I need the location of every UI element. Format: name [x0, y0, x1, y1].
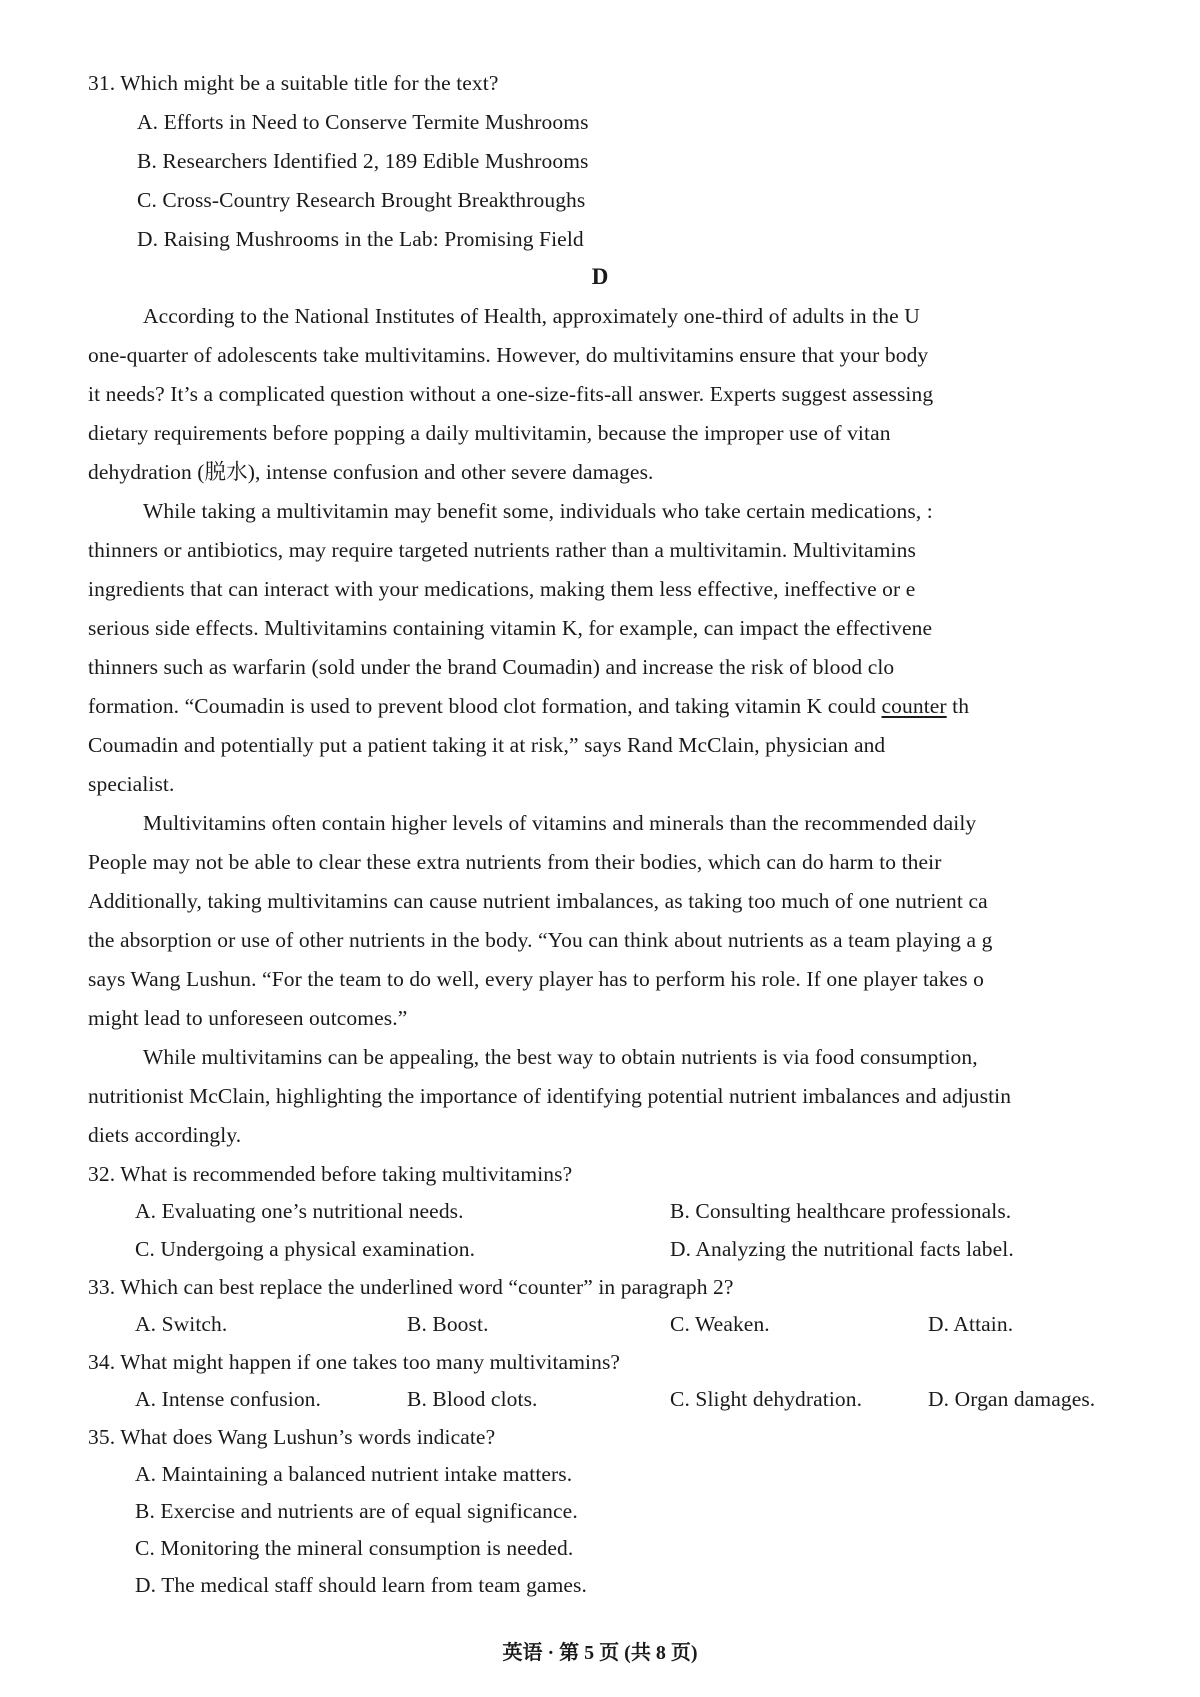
- q31-option-d: D. Raising Mushrooms in the Lab: Promising Field: [137, 227, 584, 251]
- passage-line: nutritionist McClain, highlighting the importance of identifying potential nutrient imbalances and adjustin: [88, 1084, 1012, 1108]
- q32-option-d: D. Analyzing the nutritional facts label.: [670, 1237, 1014, 1261]
- question-33-stem: 33. Which can best replace the underlined word “counter” in paragraph 2?: [88, 1275, 734, 1299]
- passage-line: dehydration (脱水), intense confusion and other severe damages.: [88, 460, 654, 484]
- q32-option-a: A. Evaluating one’s nutritional needs.: [135, 1199, 464, 1223]
- q35-option-d: D. The medical staff should learn from team games.: [135, 1573, 587, 1597]
- passage-line: Additionally, taking multivitamins can cause nutrient imbalances, as taking too much of one nutrient ca: [88, 889, 988, 913]
- passage-line: dietary requirements before popping a daily multivitamin, because the improper use of vitan: [88, 421, 891, 445]
- q35-option-a: A. Maintaining a balanced nutrient intake matters.: [135, 1462, 573, 1486]
- passage-line: While multivitamins can be appealing, the best way to obtain nutrients is via food consumption,: [143, 1045, 978, 1069]
- section-heading: D: [591, 264, 609, 289]
- passage-line: thinners such as warfarin (sold under the brand Coumadin) and increase the risk of blood clo: [88, 655, 895, 679]
- passage-line-text: formation. “Coumadin is used to prevent blood clot formation, and taking vitamin K could: [88, 694, 882, 718]
- passage-line: According to the National Institutes of Health, approximately one-third of adults in the U: [143, 304, 920, 328]
- passage-line: says Wang Lushun. “For the team to do well, every player has to perform his role. If one player takes o: [88, 967, 984, 991]
- q31-option-b: B. Researchers Identified 2, 189 Edible Mushrooms: [137, 149, 589, 173]
- passage-line: diets accordingly.: [88, 1123, 242, 1147]
- question-31-stem: 31. Which might be a suitable title for the text?: [88, 71, 499, 95]
- passage-line: it needs? It’s a complicated question without a one-size-fits-all answer. Experts suggest assessing: [88, 382, 934, 406]
- page-footer: 英语 · 第 5 页 (共 8 页): [502, 1642, 698, 1664]
- passage-line: might lead to unforeseen outcomes.”: [88, 1006, 408, 1030]
- q34-option-b: B. Blood clots.: [407, 1387, 538, 1411]
- q33-option-a: A. Switch.: [135, 1312, 228, 1336]
- passage-line: specialist.: [88, 772, 175, 796]
- passage-line: While taking a multivitamin may benefit some, individuals who take certain medications, :: [143, 499, 933, 523]
- passage-line: the absorption or use of other nutrients in the body. “You can think about nutrients as a team playing a g: [88, 928, 993, 952]
- q31-option-a: A. Efforts in Need to Conserve Termite Mushrooms: [137, 110, 589, 134]
- q34-option-c: C. Slight dehydration.: [670, 1387, 863, 1411]
- q31-option-c: C. Cross-Country Research Brought Breakthroughs: [137, 188, 586, 212]
- question-34-stem: 34. What might happen if one takes too many multivitamins?: [88, 1350, 621, 1374]
- q32-option-c: C. Undergoing a physical examination.: [135, 1237, 476, 1261]
- q35-option-b: B. Exercise and nutrients are of equal significance.: [135, 1499, 578, 1523]
- passage-line-with-underline: [88, 693, 969, 719]
- question-35-stem: 35. What does Wang Lushun’s words indicate?: [88, 1425, 496, 1449]
- question-32-stem: 32. What is recommended before taking multivitamins?: [88, 1162, 573, 1186]
- passage-line: one-quarter of adolescents take multivitamins. However, do multivitamins ensure that your body: [88, 343, 929, 367]
- passage-line: Coumadin and potentially put a patient taking it at risk,” says Rand McClain, physician and: [88, 733, 886, 757]
- q34-option-a: A. Intense confusion.: [135, 1387, 322, 1411]
- passage-line-tail: th: [946, 694, 970, 718]
- q32-option-b: B. Consulting healthcare professionals.: [670, 1199, 1012, 1223]
- passage-line: thinners or antibiotics, may require targeted nutrients rather than a multivitamin. Multivitamins: [88, 538, 916, 562]
- q33-option-b: B. Boost.: [407, 1312, 489, 1336]
- q33-option-d: D. Attain.: [928, 1312, 1014, 1336]
- q33-option-c: C. Weaken.: [670, 1312, 770, 1336]
- q34-option-d: D. Organ damages.: [928, 1387, 1096, 1411]
- q35-option-c: C. Monitoring the mineral consumption is needed.: [135, 1536, 574, 1560]
- passage-line: ingredients that can interact with your medications, making them less effective, ineffective or e: [88, 577, 916, 601]
- passage-line: People may not be able to clear these extra nutrients from their bodies, which can do harm to their: [88, 850, 942, 874]
- passage-line: serious side effects. Multivitamins containing vitamin K, for example, can impact the effectivene: [88, 616, 933, 640]
- underlined-word-counter: counter: [881, 694, 947, 718]
- passage-line: Multivitamins often contain higher levels of vitamins and minerals than the recommended daily: [143, 811, 977, 835]
